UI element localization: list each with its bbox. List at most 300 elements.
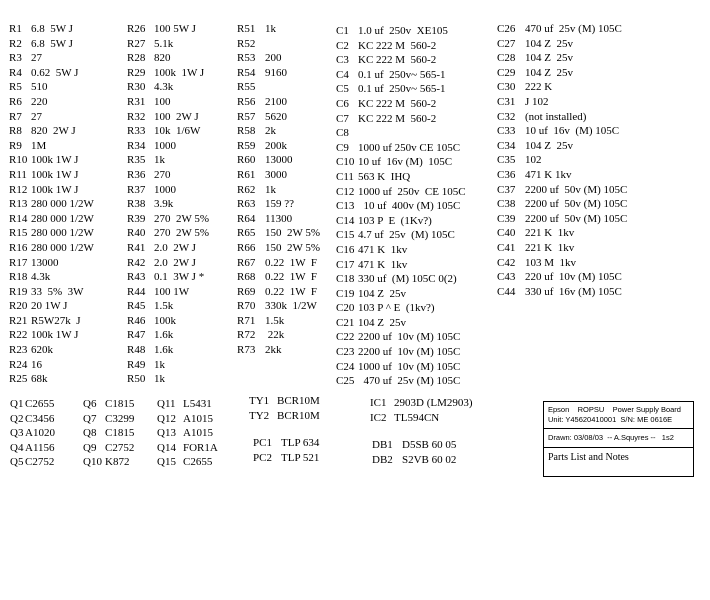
part-ref: C30	[497, 81, 516, 94]
part-row	[9, 256, 94, 271]
part-value: 33 5% 3W	[31, 285, 84, 298]
part-row	[497, 183, 627, 198]
part-row	[127, 241, 209, 256]
part-row	[157, 441, 218, 456]
part-value: 820 2W J	[31, 125, 76, 138]
part-value: 2.0 2W J	[154, 256, 196, 269]
part-value: 150 2W 5%	[265, 241, 321, 254]
part-value: 2200 uf 10v (M) 105C	[358, 331, 461, 344]
part-ref: R43	[127, 271, 146, 284]
part-value: 104 Z 25v	[358, 316, 406, 329]
part-value: FOR1A	[183, 441, 218, 454]
part-row	[237, 241, 320, 256]
part-ref: C31	[497, 95, 516, 108]
part-value: 0.1 uf 250v~ 565-1	[358, 83, 446, 96]
part-ref: R8	[9, 125, 22, 138]
part-ref: C5	[336, 83, 349, 96]
part-value: 100k 1W J	[31, 329, 79, 342]
part-row	[127, 22, 209, 37]
part-row	[336, 199, 466, 214]
part-row	[237, 153, 320, 168]
part-value: K872	[105, 456, 130, 469]
part-ref: C42	[497, 256, 516, 269]
part-ref: R56	[237, 95, 256, 108]
part-ref: PC1	[253, 437, 272, 449]
part-value: C3456	[25, 412, 55, 425]
part-value: 159 ??	[265, 198, 295, 211]
part-value: 1000	[154, 183, 176, 196]
part-ref: Q13	[157, 427, 176, 440]
part-ref: C3	[336, 54, 349, 67]
part-value: 104 Z 25v	[525, 37, 573, 50]
part-row	[9, 95, 94, 110]
part-row	[336, 258, 466, 273]
part-value: 2kk	[265, 344, 282, 357]
part-value: D5SB 60 05	[402, 439, 457, 451]
part-value: 16	[31, 358, 42, 371]
part-value: 100	[154, 95, 171, 108]
part-row	[336, 24, 466, 39]
part-value: 2100	[265, 95, 287, 108]
part-value: 1k	[154, 373, 165, 386]
part-ref: C2	[336, 39, 349, 52]
part-row	[127, 372, 209, 387]
part-row	[237, 197, 320, 212]
part-ref: TY1	[249, 395, 270, 407]
part-value: 102	[525, 154, 542, 167]
part-row	[336, 53, 466, 68]
part-row	[237, 183, 320, 198]
part-value: 104 Z 25v	[525, 139, 573, 152]
part-row	[157, 455, 218, 470]
part-row	[237, 270, 320, 285]
part-row	[372, 453, 456, 468]
part-ref: R64	[237, 212, 256, 225]
part-value: 1.5k	[265, 314, 285, 327]
part-value: 27	[31, 110, 42, 123]
part-row	[9, 285, 94, 300]
part-ref: R50	[127, 373, 146, 386]
part-row	[336, 287, 466, 302]
part-value: 280 000 1/2W	[31, 227, 94, 240]
part-value: C2752	[25, 456, 55, 469]
part-row	[497, 270, 627, 285]
part-ref: C4	[336, 68, 349, 81]
part-ref: R6	[9, 95, 22, 108]
part-ref: C41	[497, 241, 516, 254]
part-ref: R2	[9, 37, 22, 50]
part-ref: C25	[336, 375, 355, 388]
part-row	[10, 426, 55, 441]
part-row	[336, 374, 466, 389]
part-value: 10 uf 400v (M) 105C	[358, 200, 461, 213]
part-row	[336, 360, 466, 375]
part-value: 2200 uf 10v (M) 105C	[358, 346, 461, 359]
part-ref: PC2	[253, 451, 272, 464]
part-row	[127, 124, 209, 139]
part-value: 471 K 1kv	[358, 243, 408, 256]
part-value: 2200 uf 50v (M) 105C	[525, 183, 628, 196]
part-row	[237, 95, 320, 110]
part-row	[336, 214, 466, 229]
part-ref: C33	[497, 125, 516, 138]
part-row	[497, 80, 627, 95]
part-value: 1k	[265, 183, 276, 196]
part-row	[237, 37, 320, 52]
part-value: (not installed)	[525, 110, 587, 123]
part-value: 0.1 uf 250v~ 565-1	[358, 68, 446, 81]
part-row	[127, 110, 209, 125]
part-ref: Q2	[10, 412, 24, 425]
part-row	[9, 270, 94, 285]
part-value: 471 K 1kv	[525, 168, 572, 181]
part-row	[336, 345, 466, 360]
part-ref: C15	[336, 229, 355, 242]
part-value: 10 uf 16v (M) 105C	[358, 156, 453, 169]
part-value: 620k	[31, 344, 53, 357]
part-value: C2655	[25, 398, 55, 410]
part-ref: R1	[9, 23, 22, 35]
part-ref: R3	[9, 52, 22, 65]
part-value: 104 Z 25v	[358, 287, 406, 300]
part-row	[336, 316, 466, 331]
part-ref: Q9	[83, 441, 97, 454]
part-value: 2.0 2W J	[154, 241, 196, 254]
part-row	[336, 170, 466, 185]
part-value: C2752	[105, 441, 135, 454]
part-ref: R71	[237, 314, 256, 327]
part-ref: C37	[497, 183, 516, 196]
part-ref: R11	[9, 168, 27, 181]
part-ref: R72	[237, 329, 256, 342]
transistor-list-2	[83, 397, 134, 470]
part-row	[237, 299, 320, 314]
part-row	[497, 110, 627, 125]
part-row	[9, 197, 94, 212]
part-row	[237, 110, 320, 125]
part-value: 1.5k	[154, 300, 174, 313]
part-value: 1k	[154, 154, 165, 167]
ic-list	[370, 396, 473, 425]
part-row	[249, 394, 320, 409]
part-ref: C28	[497, 52, 516, 65]
part-row	[497, 256, 627, 271]
part-value: 0.22 1W F	[265, 256, 318, 269]
part-ref: R57	[237, 110, 256, 123]
part-ref: R46	[127, 314, 146, 327]
part-ref: TY2	[249, 409, 270, 422]
part-ref: C22	[336, 331, 355, 344]
part-value: 563 K IHQ	[358, 170, 411, 183]
part-ref: R24	[9, 358, 28, 371]
transistor-list-1	[10, 397, 55, 470]
part-value: 1.6k	[154, 344, 174, 357]
part-ref: R28	[127, 52, 146, 65]
part-row	[9, 110, 94, 125]
part-value: S2VB 60 02	[402, 453, 457, 466]
part-value: 100k 1W J	[31, 154, 79, 167]
part-value: 103 M 1kv	[525, 256, 577, 269]
part-row	[237, 343, 320, 358]
part-row	[237, 328, 320, 343]
part-ref: R47	[127, 329, 146, 342]
part-row	[127, 37, 209, 52]
part-value: 6.8 5W J	[31, 37, 73, 50]
part-row	[336, 39, 466, 54]
part-row	[10, 412, 55, 427]
part-value: 0.22 1W F	[265, 271, 318, 284]
part-ref: Q10	[83, 456, 102, 469]
part-value: R5W27k J	[31, 314, 81, 327]
part-row	[10, 441, 55, 456]
part-row	[127, 183, 209, 198]
part-value: 100 1W	[154, 285, 190, 298]
part-row	[157, 426, 218, 441]
part-row	[127, 270, 209, 285]
part-ref: R39	[127, 212, 146, 225]
part-row	[9, 37, 94, 52]
part-ref: R34	[127, 139, 146, 152]
resistor-list-1	[9, 22, 94, 387]
part-ref: R4	[9, 66, 22, 79]
part-ref: R55	[237, 81, 256, 94]
part-value: 1.6k	[154, 329, 174, 342]
part-row	[237, 124, 320, 139]
part-ref: IC2	[370, 411, 387, 424]
part-value: 470 uf 25v (M) 105C	[525, 23, 622, 35]
part-value: 3000	[265, 168, 287, 181]
part-ref: R36	[127, 168, 146, 181]
part-row	[253, 436, 319, 451]
part-row	[336, 228, 466, 243]
part-row	[336, 141, 466, 156]
part-ref: C44	[497, 285, 516, 298]
part-ref: Q14	[157, 441, 176, 454]
part-row	[336, 126, 466, 141]
part-row	[9, 241, 94, 256]
part-value: 13000	[265, 154, 293, 167]
part-value: BCR10M	[277, 409, 320, 422]
part-ref: C14	[336, 214, 355, 227]
part-value: 11300	[265, 212, 293, 225]
part-ref: C17	[336, 258, 355, 271]
part-row	[9, 328, 94, 343]
part-row	[9, 299, 94, 314]
part-ref: C32	[497, 110, 516, 123]
part-ref: Q8	[83, 427, 97, 440]
part-ref: DB1	[372, 439, 393, 451]
part-ref: R38	[127, 198, 146, 211]
part-value: 280 000 1/2W	[31, 198, 94, 211]
part-ref: R49	[127, 358, 146, 371]
part-ref: Q12	[157, 412, 176, 425]
part-value: 1000 uf 250v CE 105C	[358, 185, 466, 198]
part-value: 1M	[31, 139, 47, 152]
part-value: 100 5W J	[154, 23, 196, 35]
part-ref: R16	[9, 241, 28, 254]
part-value: C1815	[105, 398, 135, 410]
part-row	[10, 397, 55, 412]
part-value: TL594CN	[394, 411, 440, 424]
part-row	[372, 438, 456, 453]
part-ref: R12	[9, 183, 28, 196]
part-row	[9, 80, 94, 95]
part-value: 100k 1W J	[31, 183, 79, 196]
part-ref: R53	[237, 52, 256, 65]
part-value: A1156	[25, 441, 55, 454]
part-value: 1000 uf 250v CE 105C	[358, 141, 461, 154]
part-value: 280 000 1/2W	[31, 241, 94, 254]
part-value: KC 222 M 560-2	[358, 54, 437, 67]
diode-bridge-list	[372, 438, 456, 467]
part-ref: R63	[237, 198, 256, 211]
part-row	[336, 82, 466, 97]
part-value: 221 K 1kv	[525, 241, 575, 254]
part-value: 4.3k	[154, 81, 174, 94]
part-value: 2903D (LM2903)	[394, 397, 473, 409]
part-row	[9, 51, 94, 66]
part-row	[497, 51, 627, 66]
part-value: TLP 634	[281, 437, 320, 449]
part-row	[237, 256, 320, 271]
part-row	[336, 272, 466, 287]
part-ref: Q15	[157, 456, 176, 469]
part-row	[497, 241, 627, 256]
part-row	[83, 397, 134, 412]
part-row	[336, 243, 466, 258]
part-value: 2k	[265, 125, 276, 138]
part-row	[497, 22, 627, 37]
part-row	[9, 66, 94, 81]
part-row	[83, 426, 134, 441]
part-ref: R35	[127, 154, 146, 167]
part-value: 510	[31, 81, 48, 94]
part-value: 27	[31, 52, 42, 65]
part-ref: R9	[9, 139, 22, 152]
part-row	[127, 95, 209, 110]
part-value: 820	[154, 52, 171, 65]
part-value: 222 K	[525, 81, 553, 94]
part-row	[497, 66, 627, 81]
part-row	[249, 409, 320, 424]
part-value: 22k	[265, 329, 285, 342]
part-ref: C1	[336, 25, 349, 37]
part-row	[497, 226, 627, 241]
part-value: 270	[154, 168, 171, 181]
part-ref: Q11	[157, 398, 176, 410]
part-value: 1k	[154, 358, 165, 371]
part-ref: C6	[336, 97, 349, 110]
part-ref: R33	[127, 125, 146, 138]
photocoupler-list	[253, 436, 319, 465]
part-row	[127, 168, 209, 183]
part-value: 10k 1/6W	[154, 125, 201, 138]
part-ref: R32	[127, 110, 146, 123]
part-ref: R21	[9, 314, 28, 327]
title-block-title-text: Parts List and Notes	[548, 452, 629, 463]
part-value: 100k 1W J	[31, 168, 79, 181]
part-value: 6.8 5W J	[31, 23, 73, 35]
part-ref: R51	[237, 23, 256, 35]
part-row	[10, 455, 55, 470]
part-value: 270 2W 5%	[154, 227, 210, 240]
part-value: 4.7 uf 25v (M) 105C	[358, 229, 455, 242]
part-ref: R41	[127, 241, 146, 254]
part-value: 9160	[265, 66, 287, 79]
part-row	[127, 343, 209, 358]
part-ref: R22	[9, 329, 28, 342]
part-row	[127, 299, 209, 314]
part-value: 13000	[31, 256, 59, 269]
part-row	[9, 168, 94, 183]
capacitor-list-2	[497, 22, 627, 299]
part-ref: R27	[127, 37, 146, 50]
part-value: 5.1k	[154, 37, 174, 50]
part-ref: R17	[9, 256, 28, 269]
part-ref: C16	[336, 243, 355, 256]
part-value: KC 222 M 560-2	[358, 39, 437, 52]
part-value: 10 uf 16v (M) 105C	[525, 125, 620, 138]
part-ref: C23	[336, 346, 355, 359]
part-ref: C40	[497, 227, 516, 240]
part-row	[9, 139, 94, 154]
part-row	[237, 314, 320, 329]
part-row	[336, 330, 466, 345]
part-ref: R52	[237, 37, 256, 50]
part-row	[336, 155, 466, 170]
part-ref: Q1	[10, 398, 24, 410]
part-ref: R14	[9, 212, 28, 225]
part-row	[127, 80, 209, 95]
part-row	[237, 212, 320, 227]
part-row	[127, 51, 209, 66]
part-row	[497, 37, 627, 52]
part-row	[497, 124, 627, 139]
part-ref: R67	[237, 256, 256, 269]
part-row	[336, 97, 466, 112]
part-ref: R31	[127, 95, 146, 108]
part-ref: C21	[336, 316, 355, 329]
part-value: 471 K 1kv	[358, 258, 408, 271]
thyristor-list	[249, 394, 320, 423]
part-ref: C10	[336, 156, 355, 169]
part-value: 220 uf 10v (M) 105C	[525, 271, 622, 284]
part-ref: R30	[127, 81, 146, 94]
part-row	[9, 358, 94, 373]
part-value: 4.3k	[31, 271, 51, 284]
part-ref: R58	[237, 125, 256, 138]
part-row	[127, 328, 209, 343]
part-ref: C13	[336, 200, 355, 213]
part-value: 1k	[265, 23, 276, 35]
title-block-drawn-text: Drawn: 03/08/03 -- A.Squyres -- 1s2	[548, 433, 674, 442]
part-ref: R20	[9, 300, 28, 313]
part-ref: R7	[9, 110, 22, 123]
part-row	[83, 441, 134, 456]
part-ref: R65	[237, 227, 256, 240]
transistor-list-3	[157, 397, 218, 470]
capacitor-list-1	[336, 24, 466, 389]
resistor-list-3	[237, 22, 320, 358]
part-row	[9, 314, 94, 329]
part-value: KC 222 M 560-2	[358, 112, 437, 125]
part-row	[336, 185, 466, 200]
part-row	[497, 153, 627, 168]
part-ref: C11	[336, 170, 354, 183]
part-row	[497, 168, 627, 183]
part-row	[370, 411, 473, 426]
part-value: 270 2W 5%	[154, 212, 210, 225]
